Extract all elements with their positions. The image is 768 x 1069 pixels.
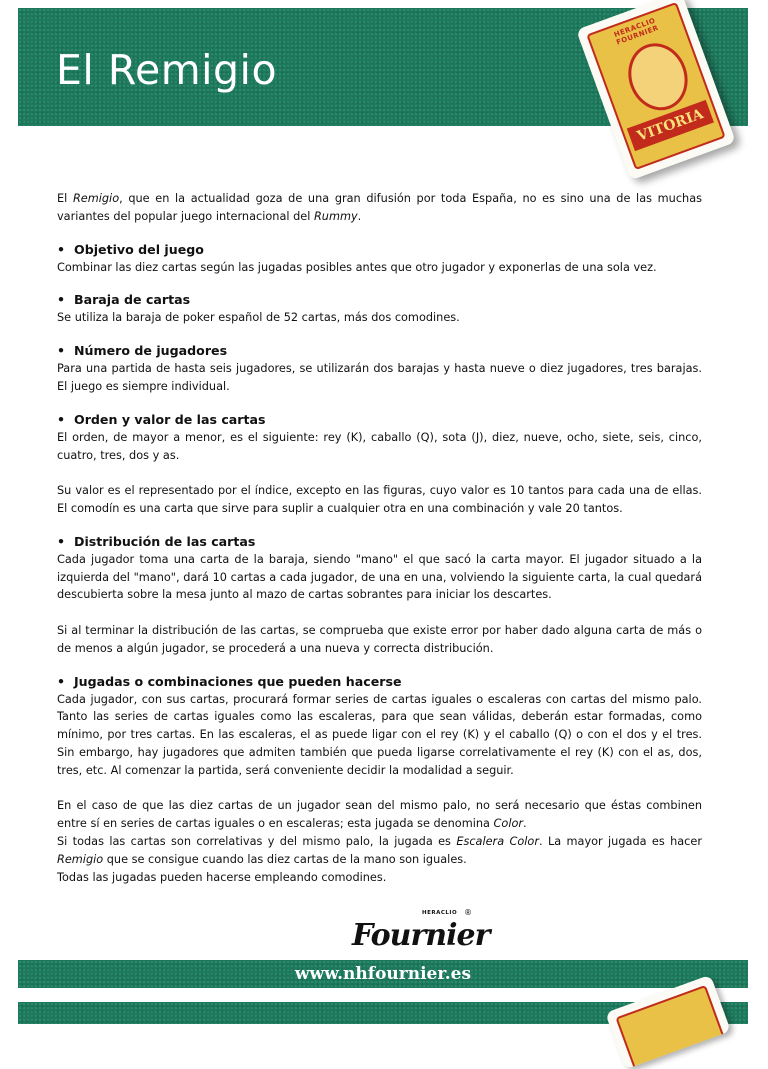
section-heading-orden: • Orden y valor de las cartas [57,411,266,427]
bullet-icon: • [57,241,66,257]
section-heading-objetivo: • Objetivo del juego [57,241,204,257]
intro-paragraph: El Remigio, que en la actualidad goza de una gran difusión por toda España, no es sino una de las muchas variantes del popular juego internacional del Rummy. [57,192,702,223]
section-heading-baraja: • Baraja de cartas [57,292,191,308]
section-heading-numero: • Número de jugadores [57,343,228,359]
section-text-baraja: Se utiliza la baraja de poker español de 52 cartas, más dos comodines. [57,311,460,325]
footer-url[interactable]: www.nhfournier.es [294,964,472,984]
bullet-icon: • [57,673,66,689]
section-text-orden-2: Su valor es el representado por el índice, excepto en las figuras, cuyo valor es 10 tantos para cada una de ellas. El comodín es una carta que sirve para suplir a cualquier otra en una combinación y vale 20 tantos. [57,484,702,515]
card-label: VITORIA [627,100,714,151]
section-text-jugadas-2: En el caso de que las diez cartas de un jugador sean del mismo palo, no será necesario que éstas combinen entre sí en series de cartas iguales o en escaleras; esta jugada se denomina Color. [57,799,702,831]
fournier-logo [340,908,490,958]
bullet-icon: • [57,533,66,549]
section-text-jugadas-1: Cada jugador, con sus cartas, procurará formar series de cartas iguales o escaleras con cartas del mismo palo. Tanto las series de cartas iguales como las escaleras, para que sean válidas, deberán estar formadas, como mínimo, por tres cartas. En las escaleras, el as puede ligar con el rey (K) y el caballo (Q) o con el dos y el tres. Sin embargo, hay jugadores que admiten también que pueda ligarse correlativamente el rey (K) con el as, dos, tres, etc. Al comenzar la partida, será conveniente decidir la modalidad a seguir. [57,692,702,777]
logo-heraclio-text: HERACLIO [422,910,458,916]
bullet-icon: • [57,292,66,308]
section-text-jugadas-3: Si todas las cartas son correlativas y del mismo palo, la jugada es Escalera Color. La mayor jugada es hacer Remigio que se consigue cuando las diez cartas de la mano son iguales. [57,834,702,866]
section-text-distribucion-2: Si al terminar la distribución de las cartas, se comprueba que existe error por haber dado alguna carta de más o de menos a algún jugador, se procederá a una nueva y correcta distribución. [57,623,702,655]
section-text-objetivo: Combinar las diez cartas según las jugadas posibles antes que otro jugador y exponerlas de una sola vez. [57,260,657,274]
next-page-card-image [605,975,731,1069]
page-title: El Remigio [56,46,278,94]
document-body [57,190,702,886]
section-heading-distribucion: • Distribución de las cartas [57,533,256,549]
next-card-inner [615,985,730,1069]
logo-fournier-text: Fournier [352,918,490,953]
card-brand-text: HERACLIO FOURNIER [612,16,660,47]
section-text-distribucion-1: Cada jugador toma una carta de la baraja, siendo "mano" el que sacó la carta mayor. El jugador situado a la izquierda del "mano", dará 10 cartas a cada jugador, de una en una, volviendo la siguiente carta, la cual quedará descubierta sobre la mesa junto al mazo de cartas sobrantes para iniciar los descartes. [57,552,702,602]
section-text-jugadas-4: Todas las jugadas pueden hacerse empleando comodines. [57,870,387,884]
section-heading-jugadas: • Jugadas o combinaciones que pueden hacerse [57,673,402,689]
section-text-numero: Para una partida de hasta seis jugadores, se utilizarán dos barajas y hasta nueve o diez jugadores, tres barajas. El juego es siempre individual. [57,362,702,393]
bullet-icon: • [57,343,66,359]
section-text-orden-1: El orden, de mayor a menor, es el siguiente: rey (K), caballo (Q), sota (J), diez, nueve, ocho, siete, seis, cinco, cuatro, tres, dos y as. [57,430,702,462]
registered-icon: ® [464,908,472,917]
footer-banner [18,960,748,988]
bullet-icon: • [57,411,66,427]
